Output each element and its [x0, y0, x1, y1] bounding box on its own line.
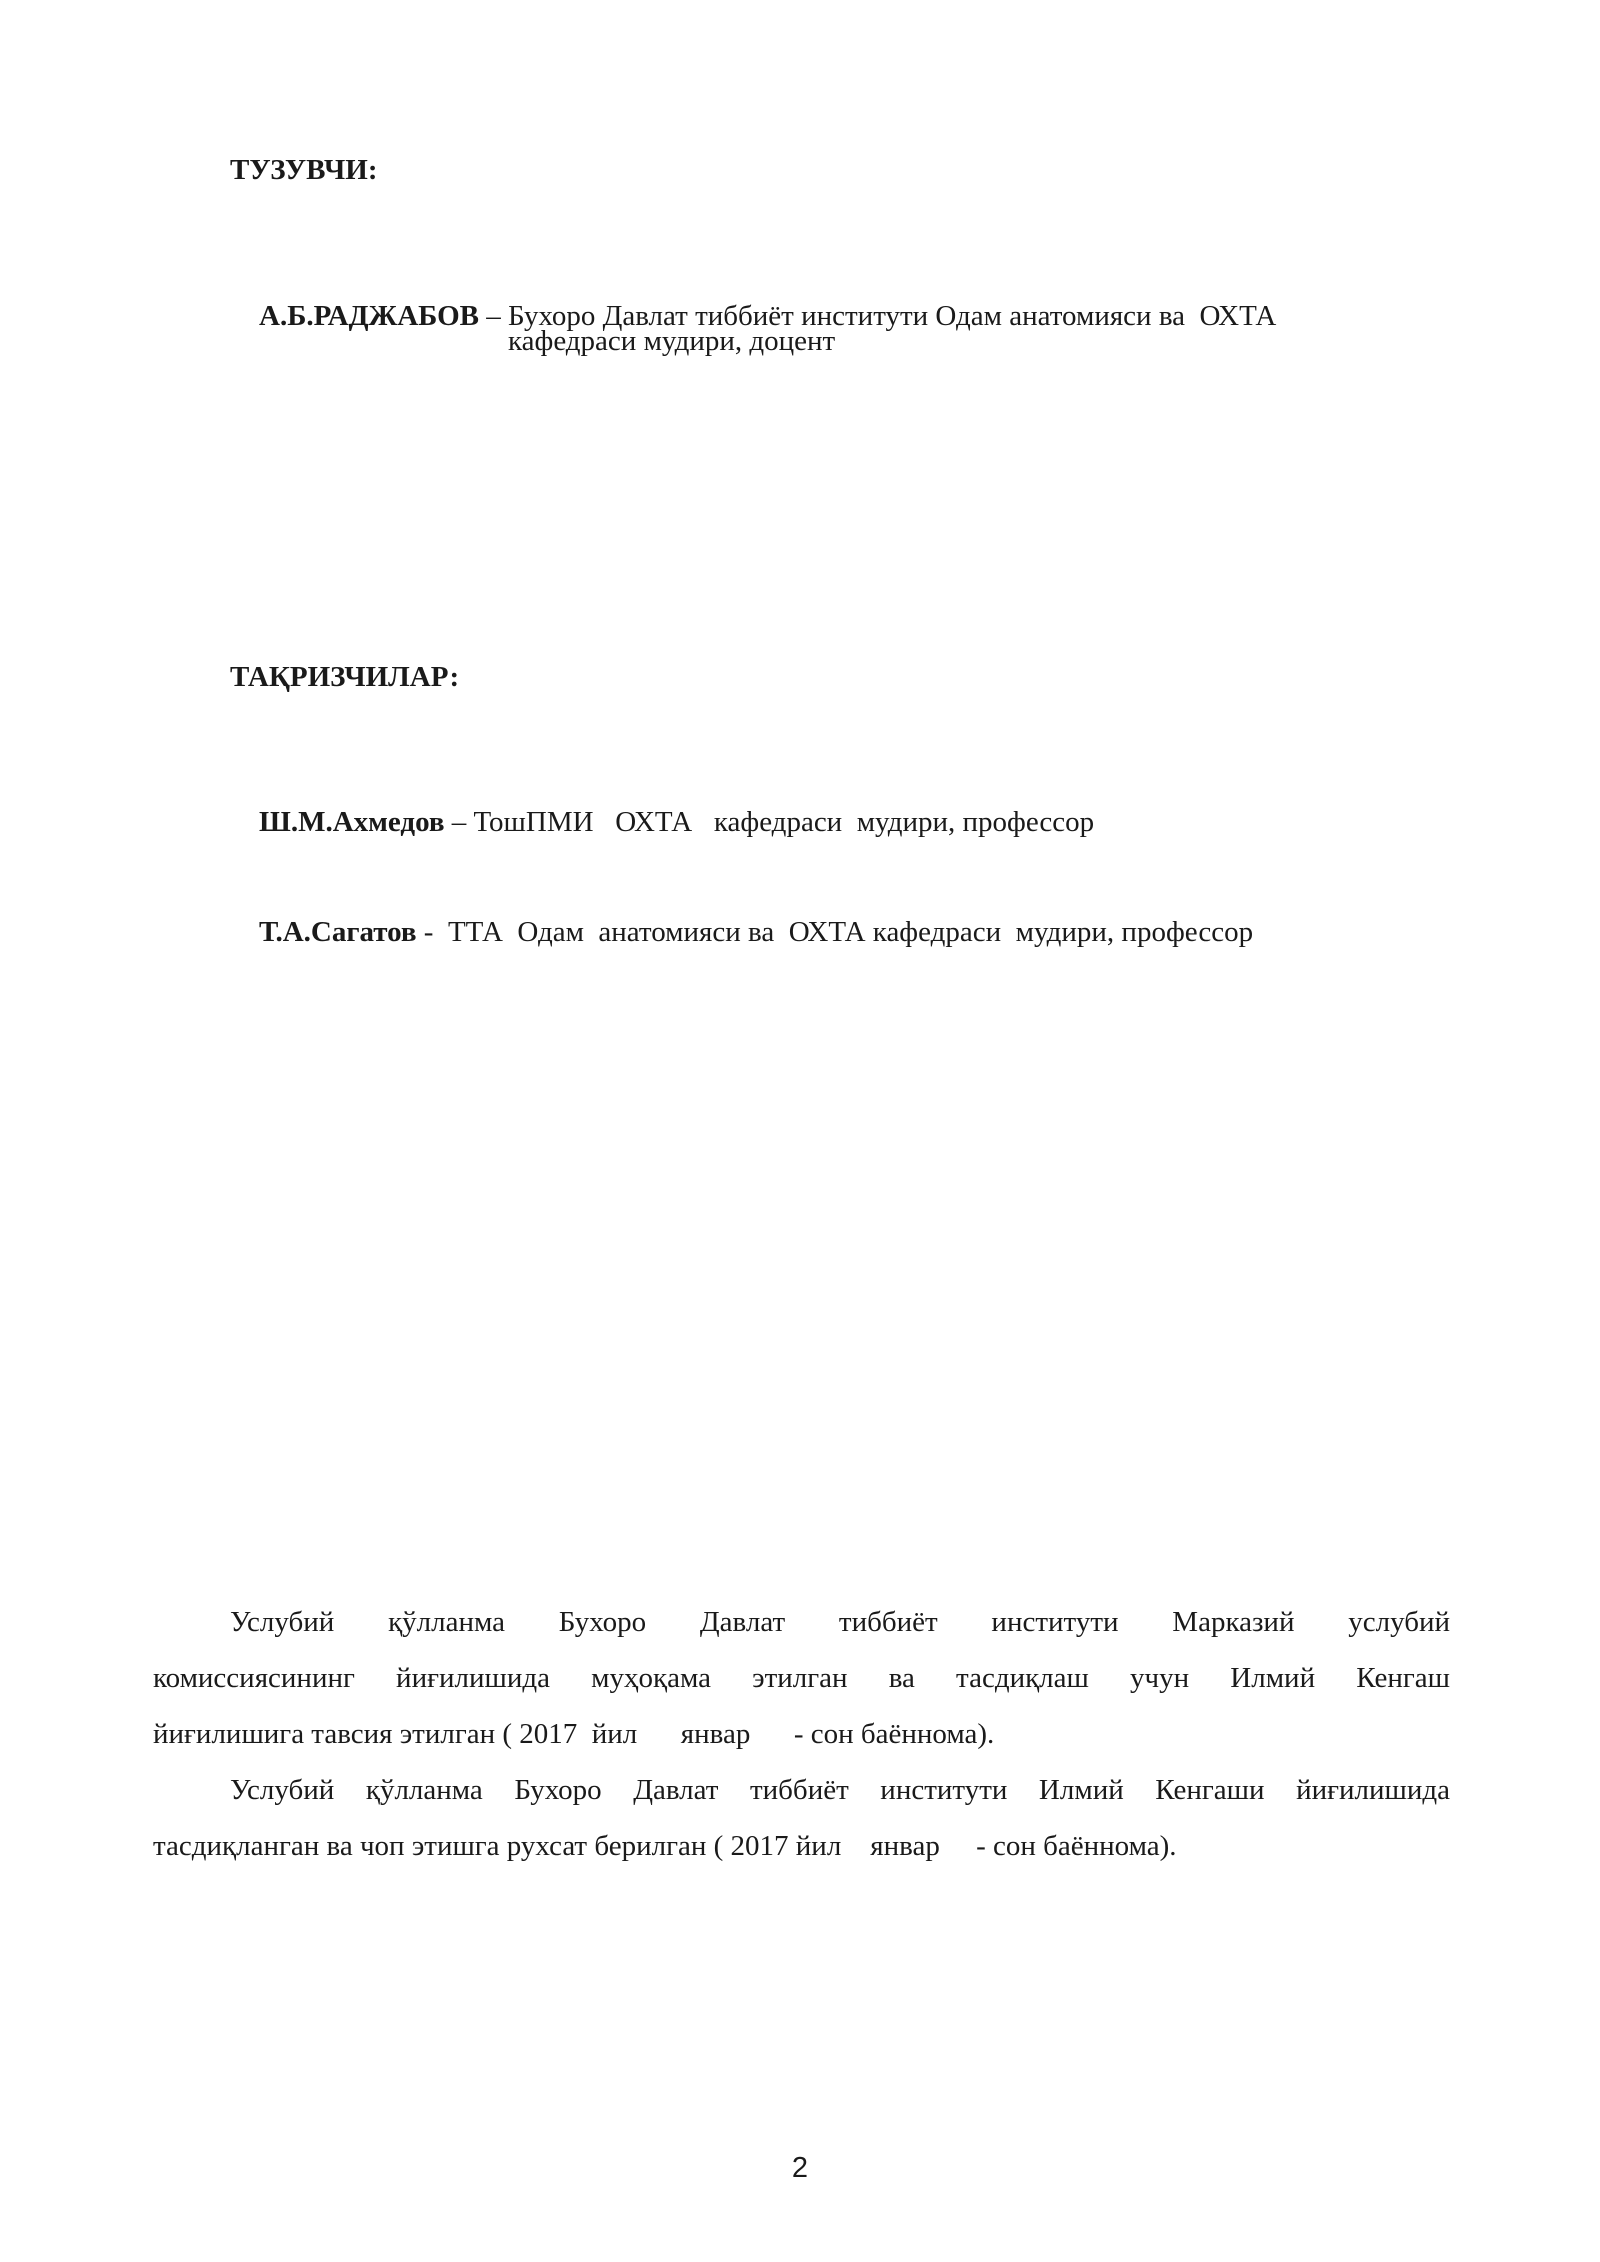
reviewer-entry-2: [230, 880, 1253, 984]
approval-paragraph-2-line2: тасдиқланган ва чоп этишга рухсат берилган ( 2017 йил январ - сон баённома).: [153, 1830, 1177, 1862]
reviewer-name: Т.А.Сагатов: [259, 915, 417, 948]
reviewer-description: – ТошПМИ ОХТА кафедраси мудири, профессор: [444, 805, 1095, 838]
compiler-heading: ТУЗУВЧИ:: [230, 154, 378, 186]
approval-paragraph-1-line1: Услубий қўлланма Бухоро Давлат тиббиёт институти Марказий услубий: [230, 1606, 1450, 1638]
reviewer-description: - ТТА Одам анатомияси ва ОХТА кафедраси мудири, профессор: [416, 915, 1254, 948]
reviewers-heading: ТАҚРИЗЧИЛАР:: [230, 661, 460, 693]
compiler-name: А.Б.РАДЖАБОВ: [259, 299, 480, 332]
compiler-description-line1: – Бухоро Давлат тиббиёт институти Одам анатомияси ва ОХТА: [479, 299, 1277, 332]
reviewer-entry-1: [230, 770, 1094, 874]
approval-paragraph-1-line2: комиссиясининг йиғилишида муҳоқама этилган ва тасдиқлаш учун Илмий Кенгаш: [153, 1662, 1450, 1694]
page-number: 2: [791, 2152, 809, 2184]
reviewer-name: Ш.М.Ахмедов: [259, 805, 445, 838]
compiler-description-line2: кафедраси мудири, доцент: [508, 325, 836, 357]
approval-paragraph-1-line3: йиғилишига тавсия этилган ( 2017 йил январ - сон баённома).: [153, 1718, 995, 1750]
approval-paragraph-2-line1: Услубий қўлланма Бухоро Давлат тиббиёт институти Илмий Кенгаши йиғилишида: [230, 1774, 1450, 1806]
